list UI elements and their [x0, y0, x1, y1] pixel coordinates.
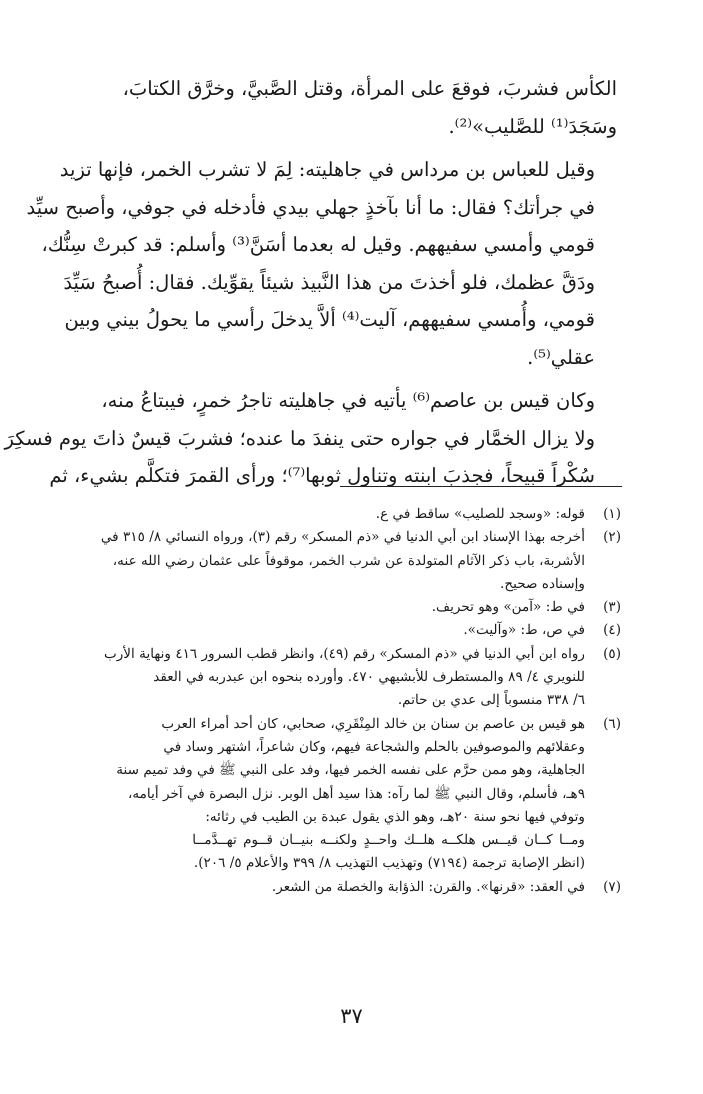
footnote-line: في العقد: «قرنها». والقرن: الذؤابة والخصلة من الشعر. [271, 878, 585, 895]
footnote-5 [88, 643, 621, 713]
main-text [4, 70, 617, 499]
footnote-number: (٥) [603, 645, 621, 662]
footnote-line: وعقلائهم والموصوفين بالحلم والشجاعة فيهم، وكان شاعراً، اشتهر وساد في [163, 738, 585, 755]
poetry-verse: ومــا كــان قيــس هلكــه هلــك واحــدٍ ولكنــه بنيــان قــوم تهــدَّمــا [192, 832, 585, 849]
text-line: ولا يزال الخمَّار في جواره حتى ينفدَ ما عنده؛ فشربَ قيسٌ ذاتَ يوم فسكِرَ [4, 426, 595, 450]
paragraph-2 [26, 151, 617, 376]
footnote-number: (٦) [603, 715, 621, 732]
text-line: ودَقَّ عظمك، فلو أخذتَ من هذا النَّبيذ شيئاً يقوِّيك. فقال: أُصبحُ سَيِّدَ [63, 270, 595, 294]
footnote-number: (١) [603, 506, 621, 522]
footnotes [88, 503, 621, 899]
footnote-line: في ص، ط: «وآليت». [463, 622, 585, 639]
footnote-line: (انظر الإصابة ترجمة (٧١٩٤) وتهذيب التهذيب ٨/ ٣٩٩ والأعلام ٥/ ٢٠٦). [193, 855, 585, 872]
footnote-line: وإسناده صحيح. [500, 575, 585, 592]
footnote-line: ٩هـ، فأسلم، وقال النبي ﷺ لما رآه: هذا سيد أهل الوبر. نزل البصرة في آخر أيامه، [127, 785, 585, 802]
footnote-line: أخرجه بهذا الإسناد ابن أبي الدنيا في «ذم المسكر» رقم (٣)، ورواه النسائي ٨/ ٣١٥ في [100, 529, 585, 546]
text-line: في جرأتك؟ فقال: ما أنا بآخذٍ جهلي بيدي فأدخله في جوفي، وأصبح سيِّد [26, 195, 595, 219]
paragraph-3 [4, 382, 617, 495]
text-line: وسَجَدَ⁽¹⁾ للصَّليب»⁽²⁾. [448, 114, 617, 138]
text-line: سُكْراً قبيحاً، فجذبَ ابنته وتناول ثوبها⁽⁷⁾؛ ورأى القمرَ فتكلَّم بشيء، ثم [49, 464, 595, 487]
footnote-1 [88, 503, 621, 526]
page-number: ٣٧ [340, 1004, 363, 1028]
footnote-line: الجاهلية، وهو ممن حرَّم على نفسه الخمر فيها، وفد على النبي ﷺ في وفد تميم سنة [116, 762, 585, 779]
footnote-line: رواه ابن أبي الدنيا في «ذم المسكر» رقم (٤٩)، وانظر قطب السرور ٤١٦ ونهاية الأرب [103, 645, 585, 662]
footnote-separator [340, 486, 622, 487]
footnote-line: للنويري ٤/ ٨٩ والمستطرف للأبشيهي ٤٧٠. وأورده بنحوه ابن عبدربه في العقد [153, 669, 585, 686]
text-line: قومي، وأُمسي سفيههم، آليت⁽⁴⁾ ألاَّ يدخلَ رأسي ما يحولُ بيني وبين [64, 308, 595, 331]
footnote-line: ٦/ ٣٣٨ منسوباً إلى عدي بن حاتم. [397, 692, 585, 709]
footnote-line: قوله: «وسجد للصليب» ساقط في ع. [375, 506, 585, 522]
footnote-3 [88, 596, 621, 619]
text-line: الكأس فشربَ، فوقعَ على المرأة، وقتل الصَّبيَّ، وخرَّق الكتابَ، [122, 77, 617, 100]
footnote-number: (٢) [603, 529, 621, 546]
footnote-line: وتوفي فيها نحو سنة ٢٠هـ، وهو الذي يقول عبدة بن الطيب في رثائه: [205, 808, 585, 825]
footnote-line: هو قيس بن عاصم بن سنان بن خالد المِنْقَرِي، صحابي، كان أحد أمراء العرب [161, 715, 585, 732]
footnote-7 [88, 876, 621, 899]
footnote-number: (٣) [603, 599, 621, 616]
footnote-number: (٤) [603, 622, 621, 639]
footnote-line: في ط: «آمن» وهو تحريف. [431, 599, 585, 616]
paragraph-1 [88, 70, 617, 145]
text-line: وكان قيس بن عاصم⁽⁶⁾ يأتيه في جاهليته تاجرُ خمرٍ، فيبتاعُ منه، [101, 389, 595, 412]
text-line: قومي وأمسي سفيههم. وقيل له بعدما أسَنَّ⁽³⁾ وأسلم: قد كبرتْ سِنُّك، [41, 233, 595, 256]
footnote-line: الأشربة، باب ذكر الآثام المتولدة عن شرب الخمر، موقوفاً على عثمان رضي الله عنه، [112, 552, 585, 569]
footnote-2 [88, 526, 621, 596]
text-line: عقلي⁽⁵⁾. [527, 345, 595, 369]
text-line: وقيل للعباس بن مرداس في جاهليته: لِمَ لا تشرب الخمر، فإنها تزيد [59, 158, 595, 181]
footnote-number: (٧) [603, 878, 621, 895]
footnote-6 [88, 713, 621, 876]
footnote-4 [88, 619, 621, 642]
